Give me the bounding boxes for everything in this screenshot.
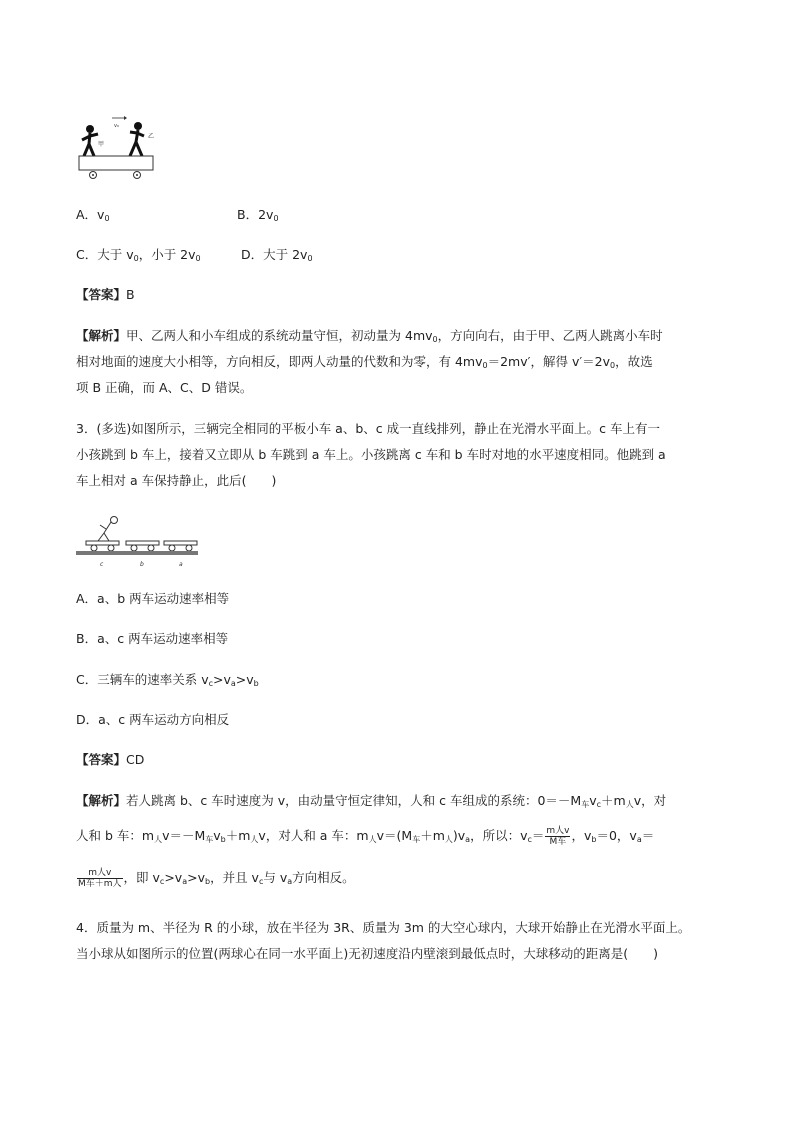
q2-option-d: D．大于 $2v_0$: [241, 247, 313, 263]
q4-stem-line-1: 4．质量为 m、半径为 R 的小球，放在半径为 3R、质量为 3m 的大空心球内，大球开始静止在光滑水平面上。: [76, 920, 691, 935]
q2-analysis-line-3: 项 B 正确，而 A、C、D 错误。: [76, 380, 253, 395]
q2-analysis-line-2: 相对地面的速度大小相等，方向相反，即两人动量的代数和为零，有 $4mv_0=2mv'$，解得 $v'=2v_0$，故选: [76, 354, 653, 370]
figure-people-on-cart: [76, 112, 156, 184]
q2-option-a: A．$v_0$: [76, 207, 110, 223]
q3-option-b: B．a、c 两车运动速率相等: [76, 631, 229, 646]
q2-analysis-line-1: 【解析】甲、乙两人和小车组成的系统动量守恒，初动量为 $4mv_0$，方向向右，由于甲、乙两人跳离小车时: [76, 328, 663, 344]
q3-analysis-line-1: 【解析】若人跳离 b、c 车时速度为 v，由动量守恒定律知，人和 c 车组成的系统：$0=-M_车v_c+m_人v$，对: [76, 793, 667, 809]
q3-stem-line-3: 车上相对 a 车保持静止，此后( ): [76, 473, 277, 488]
fraction-va: $\frac{\text{m人v}}{\text{M车＋m人}}$: [78, 868, 122, 889]
q2-option-c: C．大于 $v_0$，小于 $2v_0$: [76, 247, 201, 263]
figure-three-carts: [76, 513, 198, 571]
label-jia: 甲: [98, 141, 105, 148]
q3-option-d: D．a、c 两车运动方向相反: [76, 712, 230, 727]
q2-answer: 【答案】B: [76, 287, 135, 302]
cart-label-a: a: [179, 561, 183, 568]
q3-analysis-line-3: $\frac{\text{m人v}}{\text{M车＋m人}}$ ，即 $v_c>v_a>v_b$，并且 $v_c$与 $v_a$方向相反。: [78, 868, 355, 889]
label-yi: 乙: [148, 133, 155, 140]
q3-answer: 【答案】CD: [76, 752, 145, 767]
q4-stem-line-2: 当小球从如图所示的位置(两球心在同一水平面上)无初速度沿内壁滚到最低点时，大球移动的距离是( ): [76, 946, 659, 961]
velocity-label: v₀: [114, 123, 119, 129]
q3-stem-line-1: 3．(多选)如图所示，三辆完全相同的平板小车 a、b、c 成一直线排列，静止在光滑水平面上。c 车上有一: [76, 421, 660, 436]
q2-option-b: B．$2v_0$: [237, 207, 279, 223]
q3-analysis-line-2: 人和 b 车：$m_人v=-M_车v_b+m_人v$，对人和 a 车：$m_人v=(M_车+m_人)v_a$，所以：$v_c=$ $\frac{\text{m人v}}{\text{M车}}$ ，$v_b=0$，$v_a=$: [76, 826, 655, 847]
q3-option-a: A．a、b 两车运动速率相等: [76, 591, 230, 606]
q3-stem-line-2: 小孩跳到 b 车上，接着又立即从 b 车跳到 a 车上。小孩跳离 c 车和 b 车时对地的水平速度相同。他跳到 a: [76, 447, 666, 462]
fraction-vc: $\frac{\text{m人v}}{\text{M车}}$: [546, 826, 570, 847]
cart-label-c: c: [100, 561, 104, 568]
q3-option-c: C．三辆车的速率关系 $v_c>v_a>v_b$: [76, 672, 259, 688]
cart-label-b: b: [140, 561, 144, 568]
